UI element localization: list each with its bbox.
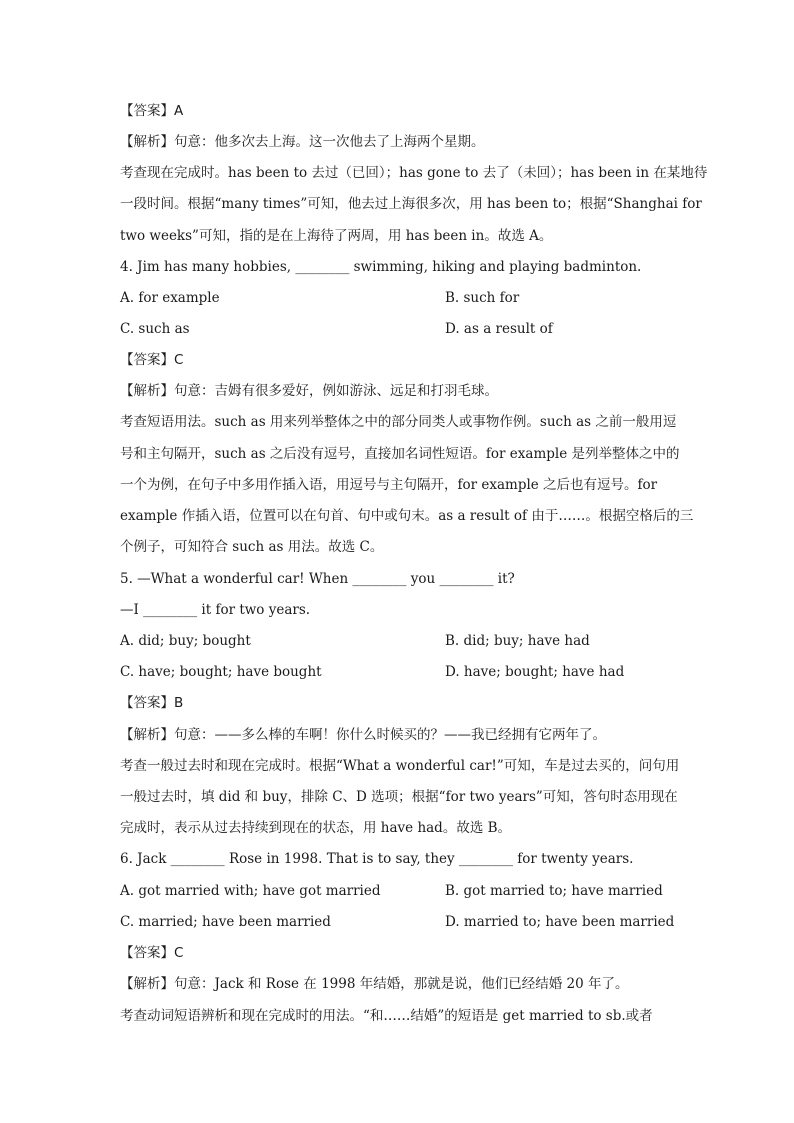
q6-option-a: A. got married with; have got married — [120, 883, 381, 899]
analysis-q3: 【解析】句意：他多次去上海。这一次他去了上海两个星期。 — [120, 134, 485, 150]
q4-option-b: B. such for — [445, 290, 520, 306]
q4-option-a: A. for example — [120, 290, 220, 306]
q6-option-c: C. married; have been married — [120, 914, 331, 930]
explanation-q6-line1: 考查动词短语辨析和现在完成时的用法。“和……结婚”的短语是 get married to sb.或者 — [120, 1008, 653, 1024]
question-5: 5. —What a wonderful car! When ________ you ________ it? — [120, 571, 515, 587]
explanation-q4-line5: 个例子，可知符合 such as 用法。故选 C。 — [120, 539, 384, 555]
explanation-q4-line4: example 作插入语，位置可以在句首、句中或句末。as a result of 由于……。根据空格后的三 — [120, 508, 694, 524]
explanation-q4-line1: 考查短语用法。such as 用来列举整体之中的部分同类人或事物作例。such as 之前一般用逗 — [120, 414, 677, 430]
explanation-q5-line2: 一般过去时，填 did 和 buy，排除 C、D 选项；根据“for two years”可知，答句时态用现在 — [120, 789, 678, 805]
question-4: 4. Jim has many hobbies, ________ swimming, hiking and playing badminton. — [120, 259, 642, 275]
analysis-q4: 【解析】句意：吉姆有很多爱好，例如游泳、远足和打羽毛球。 — [120, 383, 498, 399]
explanation-q5-line1: 考查一般过去时和现在完成时。根据“What a wonderful car!”可知，车是过去买的，问句用 — [120, 758, 680, 774]
explanation-q3-line2: 一段时间。根据“many times”可知，他去过上海很多次，用 has been to；根据“Shanghai for — [120, 196, 702, 212]
answer-label-q5: 【答案】B — [120, 695, 184, 711]
answer-label-q4: 【答案】C — [120, 352, 184, 368]
analysis-q5: 【解析】句意：——多么棒的车啊！你什么时候买的？——我已经拥有它两年了。 — [120, 727, 606, 743]
explanation-q3-line1: 考查现在完成时。has been to 去过（已回）；has gone to 去了（未回）；has been in 在某地待 — [120, 165, 708, 181]
explanation-q5-line3: 完成时，表示从过去持续到现在的状态，用 have had。故选 B。 — [120, 820, 512, 836]
q6-option-b: B. got married to; have married — [445, 883, 663, 899]
q6-option-d: D. married to; have been married — [445, 914, 675, 930]
q5-option-c: C. have; bought; have bought — [120, 664, 322, 680]
analysis-q6: 【解析】句意：Jack 和 Rose 在 1998 年结婚，那就是说，他们已经结婚 20 年了。 — [120, 976, 629, 992]
answer-label-q3: 【答案】A — [120, 103, 184, 119]
q4-option-d: D. as a result of — [445, 321, 553, 337]
q4-option-c: C. such as — [120, 321, 190, 337]
q5-option-d: D. have; bought; have had — [445, 664, 625, 680]
q5-option-a: A. did; buy; bought — [120, 633, 251, 649]
question-6: 6. Jack ________ Rose in 1998. That is to say, they ________ for twenty years. — [120, 851, 634, 867]
q5-option-b: B. did; buy; have had — [445, 633, 590, 649]
question-5-reply: —I ________ it for two years. — [120, 602, 311, 618]
explanation-q4-line3: 一个为例，在句子中多用作插入语，用逗号与主句隔开，for example 之后也有逗号。for — [120, 477, 658, 493]
explanation-q4-line2: 号和主句隔开，such as 之后没有逗号，直接加名词性短语。for example 是列举整体之中的 — [120, 446, 680, 462]
explanation-q3-line3: two weeks”可知，指的是在上海待了两周，用 has been in。故选 A。 — [120, 228, 553, 244]
answer-label-q6: 【答案】C — [120, 945, 184, 961]
